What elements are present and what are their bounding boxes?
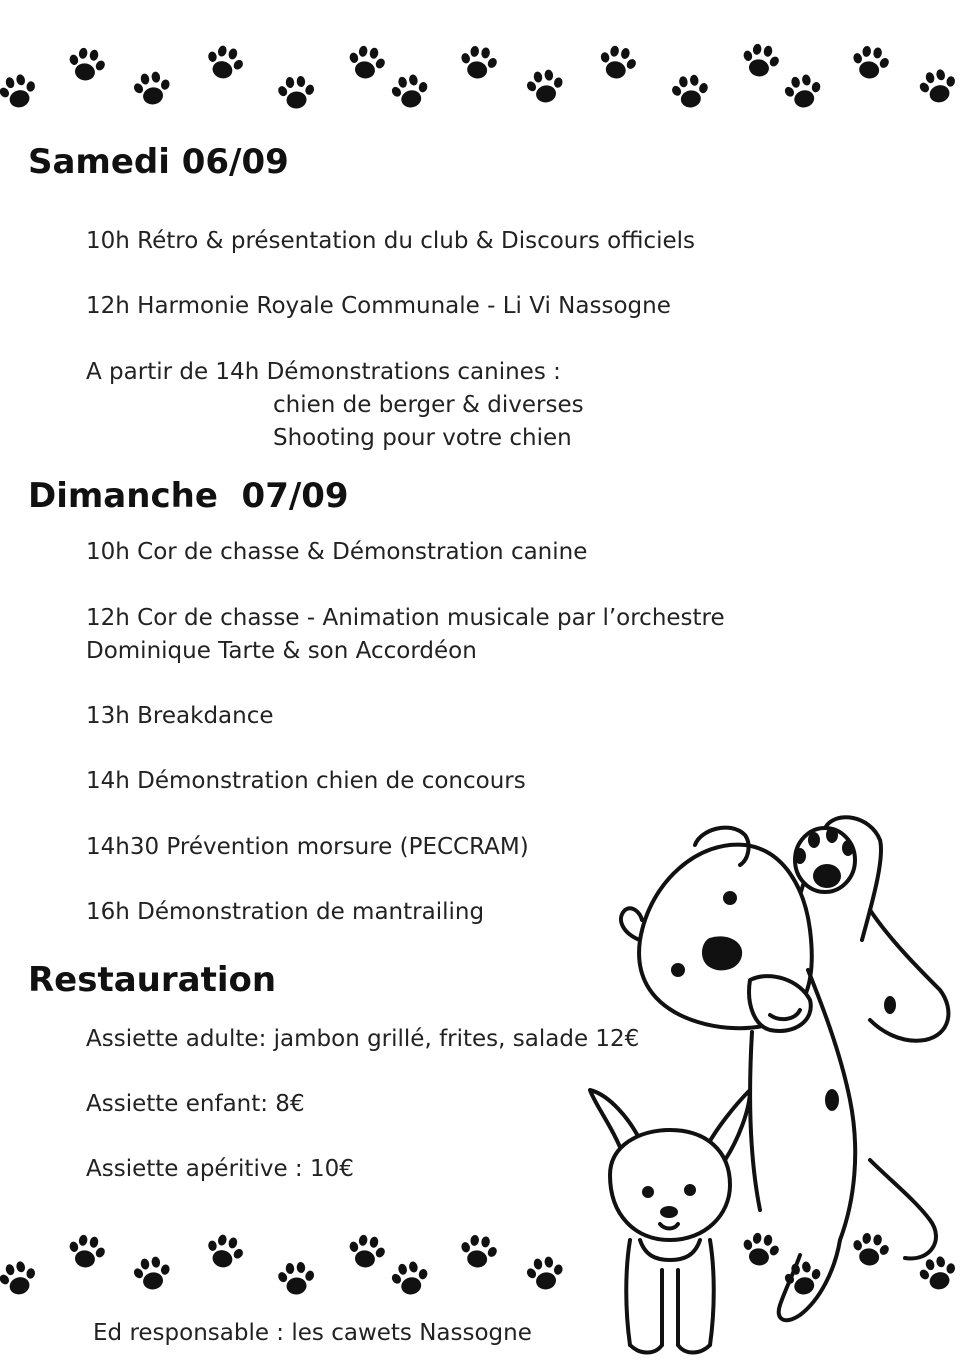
dimanche-item: Dominique Tarte & son Accordéon [86,638,477,664]
samedi-item: 12h Harmonie Royale Communale - Li Vi Nassogne [86,293,671,319]
restauration-item: Assiette adulte: jambon grillé, frites, salade 12€ [86,1026,640,1052]
paw-print-icon [849,44,892,81]
dimanche-item: 14h Démonstration chien de concours [86,768,526,794]
paw-print-icon [345,43,389,81]
dimanche-item: 16h Démonstration de mantrailing [86,899,485,925]
dimanche-item: 14h30 Prévention morsure (PECCRAM) [86,834,529,860]
dimanche-item: 12h Cor de chasse - Animation musicale par l’orchestre [86,605,725,631]
dimanche-item: 10h Cor de chasse & Démonstration canine [86,539,588,565]
paw-print-icon [202,42,248,83]
paw-print-icon [345,1232,389,1270]
paw-print-icon [388,72,433,110]
paw-print-icon [276,75,318,110]
paw-print-icon [276,1261,318,1296]
dimanche-heading: Dimanche 07/09 [28,476,349,516]
paw-print-icon [130,69,174,107]
paw-print-icon [130,1254,174,1292]
paw-print-icon [388,1259,433,1298]
paw-print-icon [0,71,41,110]
paw-print-icon [65,1232,109,1270]
samedi-item: A partir de 14h Démonstrations canines : [86,359,561,385]
restauration-heading: Restauration [28,960,277,1000]
paw-print-icon [523,67,567,105]
samedi-heading: Samedi 06/09 [28,142,289,182]
paw-print-icon [915,66,960,107]
paw-print-icon [595,43,640,82]
samedi-sub-item: chien de berger & diverses [273,392,584,418]
paw-print-icon [781,72,826,110]
restauration-item: Assiette apéritive : 10€ [86,1156,354,1182]
dimanche-item: 13h Breakdance [86,703,274,729]
paw-print-icon [523,1254,567,1292]
paw-print-icon [457,1233,500,1270]
restauration-item: Assiette enfant: 8€ [86,1091,305,1117]
paw-print-icon [457,44,500,81]
paw-print-icon [65,45,109,83]
paw-print-icon [739,41,783,79]
footer-text: Ed responsable : les cawets Nassogne [93,1320,532,1346]
paw-print-icon [202,1231,248,1272]
two-dogs-illustration [570,800,960,1362]
paw-border-top [0,0,960,110]
paw-print-icon [0,1258,41,1299]
samedi-sub-item: Shooting pour votre chien [273,425,572,451]
samedi-item: 10h Rétro & présentation du club & Discours officiels [86,228,695,254]
paw-print-icon [669,73,712,110]
